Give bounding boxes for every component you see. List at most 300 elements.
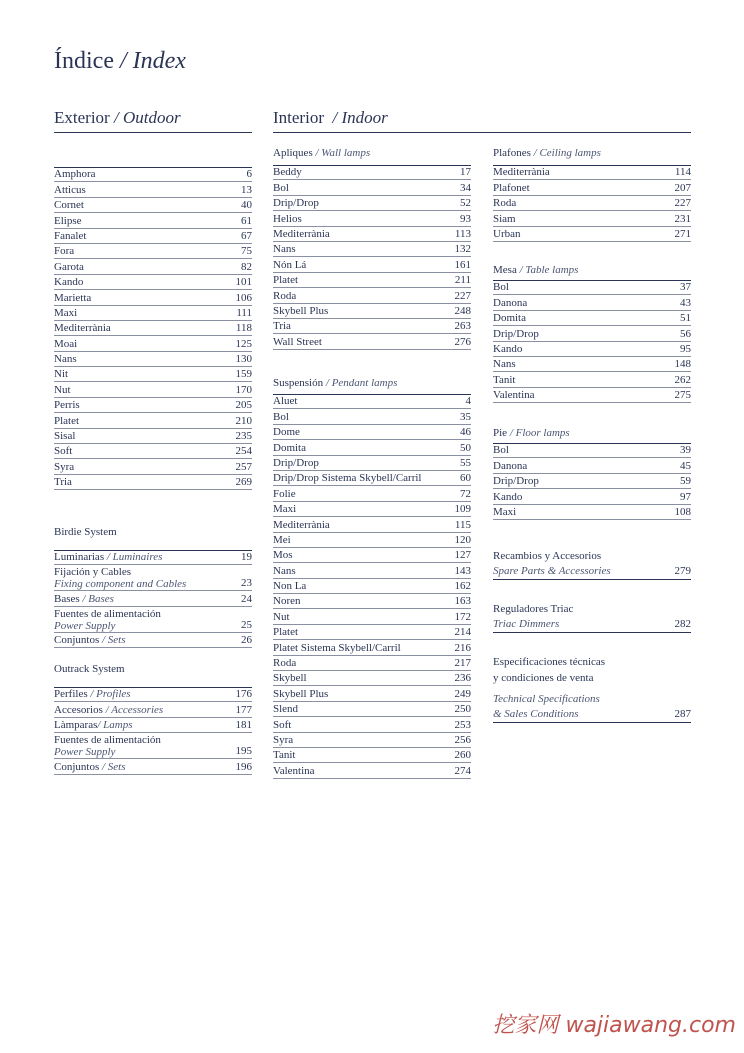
entry-name: Nans	[273, 564, 296, 577]
entry-name: Luminarias / Luminaires	[54, 551, 163, 564]
entry-page: 51	[680, 312, 691, 325]
entry-page: 254	[235, 445, 252, 458]
entry-page: 269	[235, 476, 252, 489]
entry-name: Dome	[273, 426, 300, 439]
entry-name: Kando	[493, 342, 523, 355]
entry-page: 159	[235, 368, 252, 381]
entry-name-en: Power Supply	[54, 619, 116, 632]
entry-name-en: Fixing component and Cables	[54, 578, 187, 591]
title-es: Índice	[54, 48, 114, 74]
pendant-lamp-entry	[273, 517, 471, 532]
entry-name: Danona	[493, 296, 528, 309]
entry-name: Fanalet	[54, 229, 87, 242]
outdoor-entry	[54, 275, 252, 290]
entry-name: Conjuntos / Sets	[54, 634, 126, 647]
specs-en-line1: Technical Specifications	[493, 693, 600, 705]
entry-name: Syra	[54, 460, 75, 473]
entry-page: 170	[235, 383, 252, 396]
wall-lamp-entry	[273, 334, 471, 349]
entry-page: 37	[680, 281, 691, 294]
entry-name: Bol	[493, 281, 509, 294]
entry-name: Elipse	[54, 214, 82, 227]
pendant-lamps-title: Suspensión / Pendant lamps	[273, 377, 398, 389]
specs-en-line2: & Sales Conditions	[493, 708, 579, 720]
outdoor-entry	[54, 167, 252, 182]
floor-lamp-entry	[493, 474, 691, 489]
entry-name: Mediterrània	[273, 227, 330, 240]
entry-name: Fora	[54, 245, 75, 258]
outdoor-heading: Exterior / Outdoor	[54, 108, 252, 133]
entry-name: Siam	[493, 212, 516, 225]
entry-page: 249	[454, 687, 471, 700]
entry-name: Bol	[273, 410, 289, 423]
triac-dimmers-entry	[493, 601, 691, 633]
entry-name: Mediterrània	[54, 322, 111, 335]
entry-name: Soft	[273, 718, 292, 731]
wall-lamp-entry	[273, 288, 471, 303]
table-lamps-title: Mesa / Table lamps	[493, 264, 579, 276]
pendant-lamp-entry	[273, 625, 471, 640]
entry-page: 271	[674, 227, 691, 240]
wall-lamps-section	[273, 145, 471, 350]
table-lamp-entry	[493, 326, 691, 341]
wall-lamp-entry	[273, 211, 471, 226]
entry-name: Tanit	[493, 373, 516, 386]
entry-name: Syra	[273, 733, 294, 746]
entry-name: Drip/Drop	[273, 456, 319, 469]
entry-page: 127	[454, 549, 471, 562]
birdie-entry	[54, 550, 252, 565]
entry-name: Valentina	[273, 764, 315, 777]
wall-lamp-entry	[273, 180, 471, 195]
outrack-entry	[54, 718, 252, 733]
pendant-lamp-entry	[273, 640, 471, 655]
pendant-lamp-entry	[273, 702, 471, 717]
entry-page: 162	[454, 580, 471, 593]
ceiling-lamps-title: Plafones / Ceiling lamps	[493, 147, 601, 159]
outrack-entry	[54, 759, 252, 774]
entry-name: Perfiles / Profiles	[54, 688, 131, 701]
pendant-lamp-entry	[273, 733, 471, 748]
entry-page: 253	[454, 718, 471, 731]
entry-name-es: Fuentes de alimentación	[54, 734, 161, 747]
entry-page: 275	[674, 389, 691, 402]
entry-page: 205	[235, 399, 252, 412]
outdoor-entry	[54, 459, 252, 474]
entry-page: 60	[460, 472, 471, 485]
entry-page: 6	[246, 168, 252, 181]
entry-name: Folie	[273, 487, 296, 500]
entry-page: 148	[674, 358, 691, 371]
pendant-lamp-entry	[273, 671, 471, 686]
outdoor-entry	[54, 429, 252, 444]
entry-name: Beddy	[273, 166, 302, 179]
pendant-lamps-section	[273, 375, 471, 779]
entry-page: 161	[454, 258, 471, 271]
birdie-title: Birdie System	[54, 526, 117, 538]
entry-page: 260	[454, 749, 471, 762]
wall-lamp-entry	[273, 257, 471, 272]
table-lamp-entry	[493, 311, 691, 326]
pendant-lamp-entry	[273, 717, 471, 732]
entry-name: Plafonet	[493, 181, 530, 194]
floor-lamp-entry	[493, 505, 691, 520]
pendant-lamp-entry	[273, 563, 471, 578]
entry-name: Mediterrània	[273, 518, 330, 531]
entry-page: 210	[235, 414, 252, 427]
entry-name: Sisal	[54, 430, 76, 443]
entry-name: Drip/Drop	[493, 327, 539, 340]
outdoor-entry	[54, 213, 252, 228]
ceiling-lamp-entry	[493, 211, 691, 226]
entry-page: 93	[460, 212, 471, 225]
birdie-entry	[54, 633, 252, 648]
floor-lamps-section	[493, 425, 691, 520]
entry-page: 130	[235, 353, 252, 366]
spare-parts-en: Spare Parts & Accessories	[493, 565, 611, 577]
birdie-entry	[54, 591, 252, 606]
indoor-heading-en: Indoor	[341, 108, 388, 127]
table-lamp-entry	[493, 372, 691, 387]
ceiling-lamp-entry	[493, 180, 691, 195]
table-lamp-entry	[493, 280, 691, 295]
entry-name: Mos	[273, 549, 293, 562]
ceiling-lamp-entry	[493, 227, 691, 242]
wall-lamp-entry	[273, 319, 471, 334]
outdoor-entry	[54, 413, 252, 428]
entry-page: 120	[454, 533, 471, 546]
entry-name: Non La	[273, 580, 307, 593]
wall-lamp-entry	[273, 304, 471, 319]
table-lamp-entry	[493, 342, 691, 357]
entry-name: Maxi	[493, 505, 517, 518]
entry-page: 113	[454, 227, 471, 240]
specs-es-line2: y condiciones de venta	[493, 672, 594, 684]
entry-page: 115	[454, 518, 471, 531]
wall-lamp-entry	[273, 227, 471, 242]
spare-parts-page: 279	[674, 565, 691, 577]
outrack-entry	[54, 687, 252, 702]
entry-name: Cornet	[54, 199, 84, 212]
entry-name: Domita	[273, 441, 306, 454]
pendant-lamp-entry	[273, 502, 471, 517]
entry-name: Maxi	[54, 306, 78, 319]
outdoor-entry	[54, 382, 252, 397]
pendant-lamp-entry	[273, 548, 471, 563]
entry-name: Helios	[273, 212, 302, 225]
outdoor-entry	[54, 290, 252, 305]
outdoor-heading-en: Outdoor	[122, 108, 181, 127]
entry-page: 59	[680, 475, 691, 488]
entry-page: 56	[680, 327, 691, 340]
entry-name: Nut	[273, 610, 290, 623]
entry-name: Drip/Drop	[273, 197, 319, 210]
entry-name: Conjuntos / Sets	[54, 760, 126, 773]
outdoor-entry	[54, 306, 252, 321]
outdoor-entry	[54, 229, 252, 244]
entry-page: 55	[460, 456, 471, 469]
outdoor-entry	[54, 352, 252, 367]
entry-page: 125	[235, 337, 252, 350]
outdoor-entry	[54, 198, 252, 213]
entry-name: Platet	[273, 274, 299, 287]
entry-name: Drip/Drop	[493, 475, 539, 488]
specs-es-line1: Especificaciones técnicas	[493, 656, 606, 668]
entry-page: 46	[460, 426, 471, 439]
page-title	[54, 48, 186, 75]
entry-page: 75	[241, 245, 252, 258]
outrack-entry	[54, 733, 252, 759]
entry-name: Skybell Plus	[273, 687, 329, 700]
outdoor-entry	[54, 367, 252, 382]
outdoor-entry	[54, 444, 252, 459]
entry-name: Slend	[273, 703, 299, 716]
triac-page: 282	[674, 618, 691, 630]
entry-page: 118	[235, 322, 252, 335]
birdie-entry	[54, 565, 252, 591]
ceiling-lamp-entry	[493, 165, 691, 180]
pendant-lamp-entry	[273, 594, 471, 609]
entry-name: Soft	[54, 445, 73, 458]
entry-name: Nón Lá	[273, 258, 307, 271]
entry-page: 39	[680, 444, 691, 457]
outdoor-entry	[54, 321, 252, 336]
entry-page: 35	[460, 410, 471, 423]
spare-parts-es: Recambios y Accesorios	[493, 550, 602, 562]
floor-lamps-title: Pie / Floor lamps	[493, 427, 570, 439]
entry-page: 52	[460, 197, 471, 210]
entry-name: Accesorios / Accessories	[54, 703, 164, 716]
entry-page: 132	[454, 243, 471, 256]
entry-page: 45	[680, 459, 691, 472]
entry-name: Kando	[54, 276, 84, 289]
specs-page: 287	[674, 708, 691, 720]
outdoor-heading-es: Exterior	[54, 108, 110, 127]
indoor-heading: Interior / Indoor	[273, 108, 691, 133]
entry-page: 95	[680, 342, 691, 355]
entry-name: Platet	[54, 414, 80, 427]
outdoor-list	[54, 167, 252, 490]
entry-page: 13	[241, 183, 252, 196]
pendant-lamp-entry	[273, 394, 471, 409]
entry-page: 195	[235, 745, 252, 758]
entry-name: Domita	[493, 312, 526, 325]
entry-name: Bol	[493, 444, 509, 457]
entry-name: Noren	[273, 595, 301, 608]
entry-page: 276	[454, 335, 471, 348]
entry-page: 214	[454, 626, 471, 639]
entry-page: 26	[241, 634, 252, 647]
entry-page: 109	[454, 503, 471, 516]
entry-name: Roda	[273, 657, 297, 670]
pendant-lamp-entry	[273, 763, 471, 778]
entry-name: Wall Street	[273, 335, 322, 348]
entry-page: 19	[241, 551, 252, 564]
entry-page: 40	[241, 199, 252, 212]
ceiling-lamp-entry	[493, 196, 691, 211]
entry-name: Tria	[273, 320, 291, 333]
pendant-lamp-entry	[273, 471, 471, 486]
entry-name: Mediterrània	[493, 166, 550, 179]
entry-page: 25	[241, 618, 252, 631]
entry-page: 216	[454, 641, 471, 654]
birdie-entry	[54, 607, 252, 633]
title-en: Index	[132, 48, 186, 74]
pendant-lamp-entry	[273, 748, 471, 763]
entry-name: Danona	[493, 459, 528, 472]
entry-name: Garota	[54, 260, 84, 273]
title-separator: /	[119, 48, 127, 74]
table-lamps-section	[493, 262, 691, 403]
pendant-lamp-entry	[273, 533, 471, 548]
entry-name: Roda	[273, 289, 297, 302]
entry-name: Drip/Drop Sistema Skybell/Carril	[273, 472, 422, 485]
entry-page: 196	[235, 760, 252, 773]
entry-name: Tanit	[273, 749, 296, 762]
entry-page: 114	[674, 166, 691, 179]
entry-name: Aluet	[273, 395, 298, 408]
outrack-title: Outrack System	[54, 663, 125, 675]
table-lamp-entry	[493, 388, 691, 403]
pendant-lamp-entry	[273, 486, 471, 501]
entry-page: 263	[454, 320, 471, 333]
entry-name: Perris	[54, 399, 80, 412]
pendant-lamp-entry	[273, 456, 471, 471]
triac-en: Triac Dimmers	[493, 618, 560, 630]
entry-page: 231	[674, 212, 691, 225]
entry-name: Bases / Bases	[54, 592, 114, 605]
outdoor-entry	[54, 475, 252, 490]
entry-page: 106	[235, 291, 252, 304]
entry-name-en: Power Supply	[54, 746, 116, 759]
entry-page: 274	[454, 764, 471, 777]
entry-page: 211	[454, 274, 471, 287]
entry-name: Marietta	[54, 291, 92, 304]
table-lamp-entry	[493, 357, 691, 372]
entry-page: 23	[241, 577, 252, 590]
pendant-lamp-entry	[273, 686, 471, 701]
wall-lamp-entry	[273, 242, 471, 257]
entry-page: 217	[454, 657, 471, 670]
triac-es: Reguladores Triac	[493, 603, 574, 615]
entry-name: Skybell Plus	[273, 304, 329, 317]
entry-page: 256	[454, 733, 471, 746]
outrack-entry	[54, 702, 252, 717]
entry-name: Platet	[273, 626, 299, 639]
outdoor-entry	[54, 336, 252, 351]
ceiling-lamps-section	[493, 145, 691, 242]
pendant-lamp-entry	[273, 425, 471, 440]
entry-page: 181	[235, 719, 252, 732]
birdie-system-section	[54, 524, 252, 648]
entry-name: Kando	[493, 490, 523, 503]
entry-name: Nans	[54, 353, 77, 366]
entry-page: 177	[235, 703, 252, 716]
entry-page: 4	[465, 395, 471, 408]
entry-name: Valentina	[493, 389, 535, 402]
entry-name: Nit	[54, 368, 69, 381]
entry-page: 250	[454, 703, 471, 716]
entry-page: 163	[454, 595, 471, 608]
entry-page: 50	[460, 441, 471, 454]
floor-lamp-entry	[493, 443, 691, 458]
wall-lamp-entry	[273, 196, 471, 211]
entry-page: 235	[235, 430, 252, 443]
entry-name: Platet Sistema Skybell/Carril	[273, 641, 401, 654]
entry-page: 143	[454, 564, 471, 577]
entry-page: 43	[680, 296, 691, 309]
entry-name-es: Fuentes de alimentación	[54, 607, 161, 620]
wall-lamps-title: Apliques / Wall lamps	[273, 147, 371, 159]
entry-page: 72	[460, 487, 471, 500]
specifications-entry	[493, 654, 691, 723]
indoor-heading-es: Interior	[273, 108, 324, 127]
entry-page: 24	[241, 592, 252, 605]
entry-page: 172	[454, 610, 471, 623]
outdoor-entry	[54, 182, 252, 197]
entry-name: Moai	[54, 337, 78, 350]
entry-name: Tria	[54, 476, 72, 489]
outdoor-entry	[54, 259, 252, 274]
pendant-lamp-entry	[273, 656, 471, 671]
entry-name: Urban	[493, 227, 521, 240]
wall-lamp-entry	[273, 273, 471, 288]
entry-page: 108	[674, 505, 691, 518]
outrack-system-section	[54, 661, 252, 775]
entry-name: Mei	[273, 533, 291, 546]
entry-name-es: Fijación y Cables	[54, 566, 131, 579]
entry-page: 111	[236, 306, 252, 319]
entry-page: 236	[454, 672, 471, 685]
entry-page: 34	[460, 181, 471, 194]
entry-name: Amphora	[54, 168, 96, 181]
watermark: 挖家网 wajiawang.com	[492, 1013, 736, 1038]
entry-name: Bol	[273, 181, 289, 194]
entry-name: Roda	[493, 197, 517, 210]
outdoor-entry	[54, 398, 252, 413]
entry-page: 176	[235, 688, 252, 701]
entry-page: 82	[241, 260, 252, 273]
pendant-lamp-entry	[273, 579, 471, 594]
outdoor-entry	[54, 244, 252, 259]
entry-name: Nut	[54, 383, 71, 396]
entry-name: Làmparas/ Lamps	[54, 719, 133, 732]
entry-page: 207	[674, 181, 691, 194]
entry-name: Skybell	[273, 672, 307, 685]
floor-lamp-entry	[493, 458, 691, 473]
table-lamp-entry	[493, 295, 691, 310]
entry-page: 227	[454, 289, 471, 302]
entry-page: 248	[454, 304, 471, 317]
entry-page: 17	[460, 166, 471, 179]
wall-lamp-entry	[273, 165, 471, 180]
entry-name: Maxi	[273, 503, 297, 516]
pendant-lamp-entry	[273, 440, 471, 455]
entry-page: 262	[674, 373, 691, 386]
entry-name: Nans	[493, 358, 516, 371]
pendant-lamp-entry	[273, 409, 471, 424]
entry-name: Atticus	[54, 183, 86, 196]
pendant-lamp-entry	[273, 609, 471, 624]
entry-page: 101	[235, 276, 252, 289]
entry-page: 61	[241, 214, 252, 227]
entry-page: 67	[241, 229, 252, 242]
entry-page: 227	[674, 197, 691, 210]
entry-name: Nans	[273, 243, 296, 256]
entry-page: 257	[235, 460, 252, 473]
entry-page: 97	[680, 490, 691, 503]
floor-lamp-entry	[493, 489, 691, 504]
